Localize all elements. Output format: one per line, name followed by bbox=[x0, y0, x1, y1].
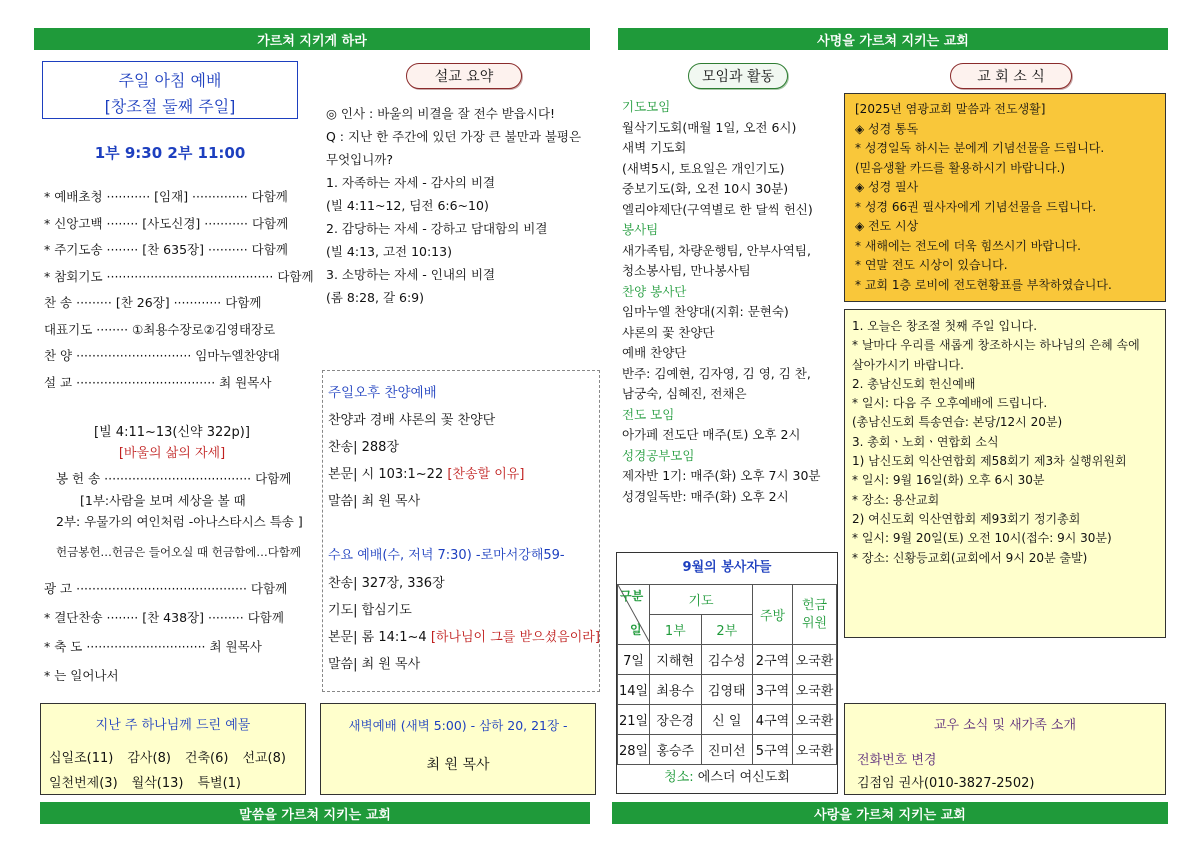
worship-order-item: * 결단찬송 ········ [찬 438장] ········· 다함께 bbox=[44, 610, 284, 625]
worship-times: 1부 9:30 2부 11:00 bbox=[94, 144, 246, 162]
notice-line: * 일시: 9월 20일(토) 오전 10시(접수: 9시 30분) bbox=[852, 531, 1112, 546]
member-news-title: 교우 소식 및 새가족 소개 bbox=[933, 718, 1077, 733]
summary-line: 무엇입니까? bbox=[326, 152, 394, 167]
activity-line: 성경일독반: 매주(화) 오후 2시 bbox=[622, 488, 789, 504]
offering-prayer: 헌금봉헌…헌금은 들어오실 때 헌금함에…다함께 bbox=[56, 545, 302, 559]
yellow-news-line: (믿음생활 카드를 활용하시기 바랍니다.) bbox=[855, 160, 1066, 175]
yellow-news-line: * 교회 1층 로비에 전도현황표를 부착하였습니다. bbox=[855, 277, 1112, 292]
afternoon-line-2: 찬송| 288장 bbox=[328, 440, 399, 455]
offering-item: 특별(1) bbox=[197, 776, 241, 791]
first-service-header: 1부 bbox=[650, 615, 702, 645]
offering-item: 월삭(13) bbox=[131, 776, 184, 791]
afternoon-title: 주일오후 찬양예배 bbox=[328, 385, 437, 401]
wednesday-title: 수요 예배(수, 저녁 7:30) -로마서강해59- bbox=[328, 548, 565, 563]
notice-lines bbox=[845, 310, 1165, 568]
top-right-banner bbox=[618, 28, 1168, 50]
offertory-note-2: 2부: 우물가의 여인처럼 -아나스타시스 특송 ] bbox=[56, 514, 303, 529]
dawn-box-speaker: 최 원 목사 bbox=[426, 757, 490, 773]
banner-text: 사명을 가르쳐 지키는 교회 bbox=[817, 33, 969, 49]
offering-item: 건축(6) bbox=[184, 751, 229, 766]
table-row bbox=[618, 675, 837, 705]
sermon-summary-lines bbox=[326, 102, 602, 309]
dawn-box bbox=[320, 703, 596, 795]
offering-row-1 bbox=[49, 747, 305, 766]
worship-order-item: * 신앙고백 ········ [사도신경] ··········· 다함께 bbox=[44, 215, 289, 231]
table-cell: 진미선 bbox=[701, 735, 753, 765]
activity-line: (새벽5시, 토요일은 개인기도) bbox=[622, 160, 785, 176]
scripture-ref: 본문| 시 103:1~22 bbox=[328, 467, 448, 482]
activity-heading: 찬양 봉사단 bbox=[622, 283, 687, 299]
yellow-news-line: ◈ 성경 필사 bbox=[855, 180, 919, 194]
activities-list bbox=[622, 97, 842, 507]
member-news-box bbox=[844, 703, 1166, 795]
table-cell: 최용수 bbox=[650, 675, 702, 705]
afternoon-line-4: 말씀| 최 원 목사 bbox=[328, 494, 421, 509]
worship-order-item: * 축 도 ······························ 최 원목사 bbox=[44, 639, 262, 654]
offering-item: 십일조(11) bbox=[49, 751, 114, 766]
activity-line: 중보기도(화, 오전 10시 30분) bbox=[622, 181, 789, 196]
church-news-pill bbox=[950, 63, 1072, 89]
kitchen-header: 주방 bbox=[753, 585, 793, 645]
bottom-right-banner bbox=[612, 802, 1168, 824]
table-cell: 21일 bbox=[618, 705, 650, 735]
table-cell: 14일 bbox=[618, 675, 650, 705]
worship-order-item: * 예배초청 ··········· [임재] ·············· 다함께 bbox=[44, 189, 288, 204]
afternoon-line-3 bbox=[328, 466, 524, 484]
servants-title: 9월의 봉사자들 bbox=[682, 560, 772, 575]
worship-title-box bbox=[42, 61, 298, 119]
notice-line: * 일시: 9월 16일(화) 오후 6시 30분 bbox=[852, 473, 1045, 488]
offering-row-2 bbox=[49, 772, 305, 791]
offering-header-1: 헌금 bbox=[801, 597, 828, 613]
offering-box-title: 지난 주 하나님께 드린 예물 bbox=[95, 718, 251, 733]
cleaning-value: 에스더 여신도회 bbox=[693, 770, 790, 785]
table-cell: 오국환 bbox=[793, 735, 837, 765]
yellow-news-line: [2025년 염광교회 말씀과 전도생활] bbox=[855, 102, 1046, 116]
notice-line: 3. 총회ㆍ노회ㆍ연합회 소식 bbox=[852, 434, 999, 449]
offertory: 봉 헌 송 ····································· 다함께 bbox=[56, 471, 292, 486]
servants-table bbox=[617, 584, 837, 765]
offering-item: 일천번제(3) bbox=[49, 776, 118, 791]
banner-text: 사랑을 가르쳐 지키는 교회 bbox=[814, 807, 966, 823]
activity-line: 남궁숙, 심혜진, 전채은 bbox=[622, 386, 747, 401]
offering-header-2: 위원 bbox=[801, 615, 828, 631]
worship-order-item: 찬 양 ····························· 임마누엘찬양대 bbox=[44, 348, 280, 363]
worship-order-item: 설 교 ··································· 최 원목사 bbox=[44, 374, 272, 390]
activity-heading: 봉사팀 bbox=[622, 222, 659, 237]
sermon-title: [바울의 삶의 자세] bbox=[118, 446, 226, 461]
notice-line: 살아가시기 바랍니다. bbox=[852, 357, 964, 372]
activity-line: 엘리야제단(구역별로 한 달씩 헌신) bbox=[622, 201, 813, 217]
sermon-summary-pill bbox=[406, 63, 522, 89]
notice-line: (총남신도회 특송연습: 본당/12시 20분) bbox=[852, 415, 1063, 430]
worship-order-item: * 참회기도 ·········································· 다함께 bbox=[44, 268, 314, 284]
afternoon-line-1: 찬양과 경배 샤론의 꽃 찬양단 bbox=[328, 413, 496, 428]
sermon-scripture: [빌 4:11~13(신약 322p)] bbox=[94, 425, 250, 440]
yellow-news-line: * 새해에는 전도에 더욱 힘쓰시기 바랍니다. bbox=[855, 238, 1081, 253]
worship-order-item: 대표기도 ········ ①최용수장로②김영태장로 bbox=[44, 321, 276, 337]
activity-line: 청소봉사팀, 만나봉사팀 bbox=[622, 263, 751, 278]
summary-line: Q : 지난 한 주간에 있던 가장 큰 불만과 불평은 bbox=[326, 129, 582, 144]
notice-line: 1. 오늘은 창조절 첫째 주일 입니다. bbox=[852, 319, 1038, 333]
yellow-news-line: ◈ 전도 시상 bbox=[855, 219, 919, 233]
worship-title: 주일 아침 예배 bbox=[118, 71, 222, 90]
notice-line: * 일시: 다음 주 오후예배에 드립니다. bbox=[852, 396, 1048, 411]
table-row bbox=[618, 705, 837, 735]
pill-label: 모임과 활동 bbox=[701, 69, 775, 85]
table-cell: 지해현 bbox=[650, 645, 702, 675]
activity-heading: 전도 모임 bbox=[622, 406, 675, 422]
table-cell: 오국환 bbox=[793, 675, 837, 705]
member-news-sub: 전화번호 변경 bbox=[857, 753, 937, 768]
summary-line: (빌 4:13, 고전 10:13) bbox=[326, 244, 452, 259]
offering-item: 감사(8) bbox=[127, 751, 171, 766]
day-label: 일 bbox=[630, 623, 642, 637]
summary-line: 2. 감당하는 자세 - 강하고 담대함의 비결 bbox=[326, 221, 548, 236]
table-cell: 김수성 bbox=[701, 645, 753, 675]
table-cell: 4구역 bbox=[753, 705, 793, 735]
table-cell: 장은경 bbox=[650, 705, 702, 735]
worship-order-item: 광 고 ··········································· 다함께 bbox=[44, 581, 288, 596]
yellow-news-line: * 성경일독 하시는 분에게 기념선물을 드립니다. bbox=[855, 141, 1105, 155]
worship-order-item: * 는 일어나서 bbox=[44, 668, 119, 683]
table-cell: 오국환 bbox=[793, 645, 837, 675]
activity-line: 새가족팀, 차량운행팀, 안부사역팀, bbox=[622, 242, 811, 258]
table-row bbox=[618, 645, 837, 675]
notice-line: 2. 총남신도회 헌신예배 bbox=[852, 376, 976, 391]
cleaning-line bbox=[616, 769, 838, 787]
activities-pill bbox=[688, 63, 788, 89]
yellow-news-box bbox=[844, 93, 1166, 302]
worship-subtitle: [창조절 둘째 주일] bbox=[104, 97, 236, 116]
activity-line: 샤론의 꽃 찬양단 bbox=[622, 324, 715, 340]
scripture-title: [하나님이 그를 받으셨음이라] bbox=[430, 630, 600, 645]
banner-text: 말씀을 가르쳐 지키는 교회 bbox=[239, 807, 391, 823]
summary-line: 3. 소망하는 자세 - 인내의 비결 bbox=[326, 267, 496, 282]
offertory-note-1: [1부:사람을 보며 세상을 볼 때 bbox=[80, 493, 246, 508]
worship-order-list-2 bbox=[44, 574, 300, 690]
table-row bbox=[618, 735, 837, 765]
cleaning-label: 청소: bbox=[664, 770, 694, 785]
notice-line: 2) 여신도회 익산연합회 제93회기 정기총회 bbox=[852, 511, 1081, 526]
wednesday-line-3 bbox=[328, 629, 600, 647]
wednesday-line-4: 말씀| 최 원 목사 bbox=[328, 657, 421, 672]
dawn-box-title: 새벽예배 (새벽 5:00) - 삼하 20, 21장 - bbox=[348, 718, 568, 733]
prayer-header: 기도 bbox=[650, 585, 753, 615]
table-cell: 28일 bbox=[618, 735, 650, 765]
summary-line: ◎ 인사 : 바울의 비결을 잘 전수 받읍시다! bbox=[326, 106, 556, 121]
activity-heading: 기도모임 bbox=[622, 99, 671, 114]
member-news-line: 김점임 권사(010-3827-2502) bbox=[857, 776, 1035, 791]
worship-order-item: * 주기도송 ········ [찬 635장] ·········· 다함께 bbox=[44, 242, 288, 257]
yellow-news-line: * 연말 전도 시상이 있습니다. bbox=[855, 258, 1008, 272]
activity-line: 아가페 전도단 매주(토) 오후 2시 bbox=[622, 427, 801, 442]
notice-line: * 장소: 용산교회 bbox=[852, 492, 940, 507]
gubun-header bbox=[618, 585, 650, 645]
offering-box bbox=[40, 703, 306, 795]
pill-label: 교 회 소 식 bbox=[977, 69, 1045, 85]
scripture-ref: 본문| 롬 14:1~4 bbox=[328, 630, 431, 645]
table-cell: 5구역 bbox=[753, 735, 793, 765]
activity-line: 반주: 김예현, 김자영, 김 영, 김 찬, bbox=[622, 365, 811, 381]
activity-line: 새벽 기도회 bbox=[622, 140, 687, 155]
worship-order-item: 찬 송 ········· [찬 26장] ············ 다함께 bbox=[44, 295, 262, 310]
table-cell: 오국환 bbox=[793, 705, 837, 735]
table-cell: 홍승주 bbox=[650, 735, 702, 765]
summary-line: (빌 4:11~12, 딤전 6:6~10) bbox=[326, 198, 489, 213]
table-cell: 7일 bbox=[618, 645, 650, 675]
gubun-label: 구분 bbox=[620, 589, 644, 603]
banner-text: 가르쳐 지키게 하라 bbox=[257, 33, 367, 49]
table-cell: 3구역 bbox=[753, 675, 793, 705]
activity-line: 월삭기도회(매월 1일, 오전 6시) bbox=[622, 119, 797, 135]
top-left-banner bbox=[34, 28, 590, 50]
wednesday-line-1: 찬송| 327장, 336장 bbox=[328, 576, 445, 591]
wednesday-line-2: 기도| 합심기도 bbox=[328, 603, 412, 618]
table-cell: 신 일 bbox=[701, 705, 753, 735]
notice-box bbox=[844, 309, 1166, 638]
worship-order-list bbox=[44, 184, 314, 396]
scripture-title: [찬송할 이유] bbox=[447, 467, 525, 482]
activity-heading: 성경공부모임 bbox=[622, 447, 695, 463]
yellow-news-line: * 성경 66권 필사자에게 기념선물을 드립니다. bbox=[855, 199, 1097, 214]
notice-line: * 장소: 신황등교회(교회에서 9시 20분 출발) bbox=[852, 550, 1088, 565]
summary-line: 1. 자족하는 자세 - 감사의 비결 bbox=[326, 175, 496, 190]
notice-line: * 날마다 우리를 새롭게 창조하시는 하나님의 은혜 속에 bbox=[852, 338, 1140, 353]
table-cell: 2구역 bbox=[753, 645, 793, 675]
offering-item: 선교(8) bbox=[242, 751, 286, 766]
notice-line: 1) 남신도회 익산연합회 제58회기 제3차 실행위원회 bbox=[852, 454, 1127, 469]
second-service-header: 2부 bbox=[701, 615, 753, 645]
bottom-left-banner bbox=[40, 802, 590, 824]
activity-line: 임마누엘 찬양대(지휘: 문현숙) bbox=[622, 304, 789, 319]
yellow-news-line: ◈ 성경 통독 bbox=[855, 121, 919, 136]
summary-line: (롬 8:28, 갈 6:9) bbox=[326, 290, 424, 305]
offering-header bbox=[793, 585, 837, 645]
activity-line: 예배 찬양단 bbox=[622, 345, 687, 360]
table-cell: 김영태 bbox=[701, 675, 753, 705]
activity-line: 제자반 1기: 매주(화) 오후 7시 30분 bbox=[622, 468, 821, 483]
pill-label: 설교 요약 bbox=[434, 69, 494, 85]
yellow-news-lines bbox=[845, 94, 1165, 295]
